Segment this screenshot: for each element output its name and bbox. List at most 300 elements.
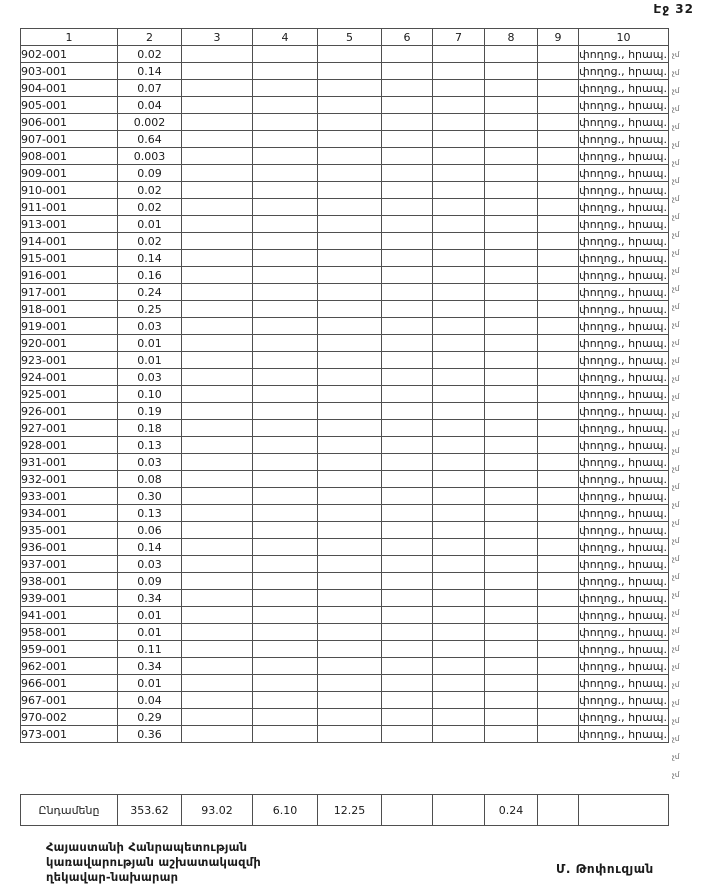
margin-mark: չմ <box>672 627 680 635</box>
empty-cell-col6 <box>382 641 433 658</box>
empty-cell-col9 <box>538 454 579 471</box>
margin-mark: չմ <box>672 141 680 149</box>
empty-cell-col4 <box>253 386 318 403</box>
empty-cell-col8 <box>485 403 538 420</box>
empty-cell-col3 <box>182 165 253 182</box>
empty-cell-col3 <box>182 97 253 114</box>
total-row <box>21 795 669 826</box>
area-value-cell: 0.19 <box>118 403 182 420</box>
table-row <box>21 624 669 641</box>
empty-cell-col6 <box>382 148 433 165</box>
empty-cell-col5 <box>318 437 382 454</box>
empty-cell-col6 <box>382 114 433 131</box>
margin-mark: չմ <box>672 321 680 329</box>
area-value-cell: 0.03 <box>118 454 182 471</box>
empty-cell-col9 <box>538 233 579 250</box>
empty-cell-col6 <box>382 80 433 97</box>
land-use-cell: փողոց., հրապ. <box>579 421 667 435</box>
margin-mark: չմ <box>672 483 680 491</box>
empty-cell-col8 <box>485 46 538 63</box>
table-row <box>21 454 669 471</box>
land-use-cell: փողոց., հրապ. <box>579 200 667 214</box>
empty-cell-col9 <box>538 590 579 607</box>
empty-cell-col3 <box>182 437 253 454</box>
empty-cell-col4 <box>253 505 318 522</box>
empty-cell-col9 <box>538 539 579 556</box>
empty-cell-col8 <box>485 658 538 675</box>
empty-cell-col3 <box>182 573 253 590</box>
empty-cell-col6 <box>382 607 433 624</box>
empty-cell-col6 <box>382 522 433 539</box>
area-value-cell: 0.01 <box>118 352 182 369</box>
empty-cell-col5 <box>318 505 382 522</box>
area-value-cell: 0.02 <box>118 233 182 250</box>
empty-cell-col4 <box>253 437 318 454</box>
empty-cell-col7 <box>433 250 485 267</box>
area-value-cell: 0.18 <box>118 420 182 437</box>
land-use-cell: փողոց., հրապ. <box>579 710 667 724</box>
empty-cell-col8 <box>485 437 538 454</box>
margin-mark: չմ <box>672 717 680 725</box>
land-use-cell: փողոց., հրապ. <box>579 234 667 248</box>
table-row <box>21 80 669 97</box>
empty-cell-col8 <box>485 709 538 726</box>
area-value-cell: 0.01 <box>118 624 182 641</box>
area-value-cell: 0.30 <box>118 488 182 505</box>
land-use-cell: փողոց., հրապ. <box>579 166 667 180</box>
empty-cell-col5 <box>318 709 382 726</box>
empty-cell-col8 <box>485 148 538 165</box>
empty-cell-col7 <box>433 437 485 454</box>
total-col4: 6.10 <box>253 795 318 826</box>
margin-mark: չմ <box>672 159 680 167</box>
table-row <box>21 709 669 726</box>
land-use-cell: փողոց., հրապ. <box>579 506 667 520</box>
empty-cell-col8 <box>485 199 538 216</box>
land-use-cell: փողոց., հրապ. <box>579 132 667 146</box>
land-use-cell: փողոց., հրապ. <box>579 183 667 197</box>
empty-cell-col5 <box>318 148 382 165</box>
area-value-cell: 0.14 <box>118 63 182 80</box>
margin-mark: չմ <box>672 591 680 599</box>
margin-mark: չմ <box>672 69 680 77</box>
empty-cell-col6 <box>382 471 433 488</box>
area-value-cell: 0.13 <box>118 437 182 454</box>
total-col2: 353.62 <box>118 795 182 826</box>
empty-cell-col6 <box>382 403 433 420</box>
table-row <box>21 165 669 182</box>
empty-cell-col8 <box>485 522 538 539</box>
total-label: Ընդամենը <box>21 795 118 826</box>
empty-cell-col8 <box>485 80 538 97</box>
table-row <box>21 335 669 352</box>
parcel-id-cell: 966-001 <box>21 675 118 692</box>
parcel-id-cell: 941-001 <box>21 607 118 624</box>
margin-mark: չմ <box>672 573 680 581</box>
table-row <box>21 233 669 250</box>
parcel-id-cell: 932-001 <box>21 471 118 488</box>
area-value-cell: 0.01 <box>118 607 182 624</box>
empty-cell-col9 <box>538 369 579 386</box>
margin-mark: չմ <box>672 393 680 401</box>
table-row <box>21 471 669 488</box>
empty-cell-col6 <box>382 46 433 63</box>
total-col8: 0.24 <box>485 795 538 826</box>
empty-cell-col9 <box>538 403 579 420</box>
parcel-id-cell: 936-001 <box>21 539 118 556</box>
empty-cell-col9 <box>538 522 579 539</box>
empty-cell-col3 <box>182 692 253 709</box>
empty-cell-col5 <box>318 233 382 250</box>
empty-cell-col8 <box>485 726 538 743</box>
empty-cell-col9 <box>538 505 579 522</box>
empty-cell-col4 <box>253 709 318 726</box>
land-use-cell: փողոց., հրապ. <box>579 404 667 418</box>
empty-cell-col7 <box>433 573 485 590</box>
parcel-id-cell: 959-001 <box>21 641 118 658</box>
table-row <box>21 318 669 335</box>
empty-cell-col9 <box>538 471 579 488</box>
column-header-4: 4 <box>253 29 318 46</box>
empty-cell-col9 <box>538 80 579 97</box>
empty-cell-col5 <box>318 63 382 80</box>
area-value-cell: 0.09 <box>118 165 182 182</box>
empty-cell-col3 <box>182 386 253 403</box>
total-col9-empty <box>538 795 579 826</box>
empty-cell-col3 <box>182 471 253 488</box>
page-number-label: Էջ 32 <box>653 2 694 16</box>
parcel-id-cell: 923-001 <box>21 352 118 369</box>
empty-cell-col8 <box>485 250 538 267</box>
parcel-id-cell: 924-001 <box>21 369 118 386</box>
empty-cell-col4 <box>253 641 318 658</box>
empty-cell-col7 <box>433 301 485 318</box>
land-use-cell: փողոց., հրապ. <box>579 319 667 333</box>
table-row <box>21 46 669 63</box>
empty-cell-col7 <box>433 182 485 199</box>
area-value-cell: 0.03 <box>118 369 182 386</box>
margin-mark: չմ <box>672 645 680 653</box>
empty-cell-col8 <box>485 165 538 182</box>
parcel-id-cell: 962-001 <box>21 658 118 675</box>
parcel-id-cell: 939-001 <box>21 590 118 607</box>
empty-cell-col5 <box>318 590 382 607</box>
parcel-id-cell: 910-001 <box>21 182 118 199</box>
empty-cell-col3 <box>182 250 253 267</box>
area-value-cell: 0.01 <box>118 216 182 233</box>
empty-cell-col6 <box>382 199 433 216</box>
empty-cell-col8 <box>485 284 538 301</box>
area-value-cell: 0.03 <box>118 556 182 573</box>
area-value-cell: 0.003 <box>118 148 182 165</box>
empty-cell-col7 <box>433 114 485 131</box>
table-row <box>21 250 669 267</box>
empty-cell-col9 <box>538 301 579 318</box>
margin-mark: չմ <box>672 465 680 473</box>
area-value-cell: 0.34 <box>118 590 182 607</box>
empty-cell-col7 <box>433 284 485 301</box>
empty-cell-col7 <box>433 233 485 250</box>
empty-cell-col6 <box>382 352 433 369</box>
empty-cell-col4 <box>253 335 318 352</box>
footer-org-line3: ղեկավար-նախարար <box>46 870 179 884</box>
signature-name: Մ. Թոփուզյան <box>556 862 654 876</box>
land-use-cell: փողոց., հրապ. <box>579 47 667 61</box>
empty-cell-col4 <box>253 590 318 607</box>
table-row <box>21 63 669 80</box>
parcel-id-cell: 927-001 <box>21 420 118 437</box>
empty-cell-col8 <box>485 301 538 318</box>
header-row <box>21 29 669 46</box>
empty-cell-col8 <box>485 471 538 488</box>
parcel-id-cell: 905-001 <box>21 97 118 114</box>
table-row <box>21 420 669 437</box>
area-value-cell: 0.02 <box>118 182 182 199</box>
parcel-id-cell: 958-001 <box>21 624 118 641</box>
empty-cell-col6 <box>382 437 433 454</box>
empty-cell-col4 <box>253 284 318 301</box>
empty-cell-col5 <box>318 488 382 505</box>
empty-cell-col3 <box>182 590 253 607</box>
empty-cell-col7 <box>433 420 485 437</box>
empty-cell-col9 <box>538 199 579 216</box>
margin-mark: չմ <box>672 177 680 185</box>
land-use-cell: փողոց., հրապ. <box>579 353 667 367</box>
empty-cell-col4 <box>253 369 318 386</box>
empty-cell-col9 <box>538 318 579 335</box>
empty-cell-col4 <box>253 233 318 250</box>
empty-cell-col7 <box>433 403 485 420</box>
empty-cell-col7 <box>433 454 485 471</box>
empty-cell-col8 <box>485 573 538 590</box>
margin-mark: չմ <box>672 555 680 563</box>
area-value-cell: 0.29 <box>118 709 182 726</box>
empty-cell-col4 <box>253 216 318 233</box>
area-value-cell: 0.11 <box>118 641 182 658</box>
empty-cell-col5 <box>318 131 382 148</box>
empty-cell-col9 <box>538 607 579 624</box>
area-value-cell: 0.06 <box>118 522 182 539</box>
empty-cell-col3 <box>182 522 253 539</box>
land-use-cell: փողոց., հրապ. <box>579 523 667 537</box>
empty-cell-col3 <box>182 624 253 641</box>
footer-organization <box>46 840 261 885</box>
total-table <box>20 794 669 826</box>
empty-cell-col7 <box>433 318 485 335</box>
empty-cell-col3 <box>182 488 253 505</box>
empty-cell-col5 <box>318 267 382 284</box>
empty-cell-col5 <box>318 114 382 131</box>
table-row <box>21 267 669 284</box>
empty-cell-col6 <box>382 624 433 641</box>
table-row <box>21 522 669 539</box>
area-value-cell: 0.03 <box>118 318 182 335</box>
land-use-cell: փողոց., հրապ. <box>579 336 667 350</box>
parcel-id-cell: 914-001 <box>21 233 118 250</box>
margin-mark: չմ <box>672 249 680 257</box>
empty-cell-col4 <box>253 63 318 80</box>
empty-cell-col4 <box>253 624 318 641</box>
column-header-2: 2 <box>118 29 182 46</box>
empty-cell-col4 <box>253 318 318 335</box>
empty-cell-col4 <box>253 199 318 216</box>
empty-cell-col9 <box>538 284 579 301</box>
empty-cell-col9 <box>538 556 579 573</box>
table-row <box>21 488 669 505</box>
parcel-id-cell: 917-001 <box>21 284 118 301</box>
empty-cell-col9 <box>538 131 579 148</box>
empty-cell-col7 <box>433 522 485 539</box>
empty-cell-col3 <box>182 301 253 318</box>
area-value-cell: 0.36 <box>118 726 182 743</box>
area-value-cell: 0.24 <box>118 284 182 301</box>
table-row <box>21 573 669 590</box>
empty-cell-col9 <box>538 709 579 726</box>
parcel-id-cell: 926-001 <box>21 403 118 420</box>
area-value-cell: 0.07 <box>118 80 182 97</box>
column-header-9: 9 <box>538 29 579 46</box>
area-value-cell: 0.002 <box>118 114 182 131</box>
parcel-id-cell: 920-001 <box>21 335 118 352</box>
table-row <box>21 403 669 420</box>
empty-cell-col3 <box>182 318 253 335</box>
empty-cell-col4 <box>253 454 318 471</box>
empty-cell-col8 <box>485 182 538 199</box>
empty-cell-col4 <box>253 131 318 148</box>
empty-cell-col9 <box>538 216 579 233</box>
empty-cell-col5 <box>318 335 382 352</box>
empty-cell-col6 <box>382 182 433 199</box>
total-col7-empty <box>433 795 485 826</box>
land-use-cell: փողոց., հրապ. <box>579 591 667 605</box>
empty-cell-col9 <box>538 386 579 403</box>
empty-cell-col8 <box>485 454 538 471</box>
empty-cell-col3 <box>182 403 253 420</box>
empty-cell-col9 <box>538 352 579 369</box>
empty-cell-col5 <box>318 573 382 590</box>
table-row <box>21 131 669 148</box>
empty-cell-col4 <box>253 522 318 539</box>
empty-cell-col4 <box>253 471 318 488</box>
empty-cell-col3 <box>182 539 253 556</box>
margin-mark: չմ <box>672 519 680 527</box>
empty-cell-col7 <box>433 216 485 233</box>
table-row <box>21 590 669 607</box>
margin-mark: չմ <box>672 771 680 779</box>
empty-cell-col7 <box>433 709 485 726</box>
parcel-id-cell: 937-001 <box>21 556 118 573</box>
empty-cell-col8 <box>485 607 538 624</box>
empty-cell-col3 <box>182 556 253 573</box>
empty-cell-col3 <box>182 420 253 437</box>
land-use-cell: փողոց., հրապ. <box>579 302 667 316</box>
empty-cell-col7 <box>433 658 485 675</box>
empty-cell-col5 <box>318 301 382 318</box>
margin-mark: չմ <box>672 105 680 113</box>
empty-cell-col8 <box>485 624 538 641</box>
empty-cell-col7 <box>433 369 485 386</box>
empty-cell-col9 <box>538 726 579 743</box>
empty-cell-col4 <box>253 250 318 267</box>
empty-cell-col5 <box>318 522 382 539</box>
margin-mark: չմ <box>672 501 680 509</box>
land-use-cell: փողոց., հրապ. <box>579 676 667 690</box>
empty-cell-col5 <box>318 80 382 97</box>
margin-mark: չմ <box>672 339 680 347</box>
area-value-cell: 0.02 <box>118 199 182 216</box>
empty-cell-col3 <box>182 46 253 63</box>
empty-cell-col6 <box>382 658 433 675</box>
empty-cell-col8 <box>485 216 538 233</box>
margin-mark: չմ <box>672 195 680 203</box>
empty-cell-col4 <box>253 148 318 165</box>
empty-cell-col5 <box>318 607 382 624</box>
empty-cell-col3 <box>182 114 253 131</box>
empty-cell-col7 <box>433 488 485 505</box>
land-use-cell: փողոց., հրապ. <box>579 540 667 554</box>
parcel-id-cell: 933-001 <box>21 488 118 505</box>
margin-mark: չմ <box>672 285 680 293</box>
empty-cell-col8 <box>485 267 538 284</box>
table-row <box>21 675 669 692</box>
land-use-cell: փողոց., հրապ. <box>579 489 667 503</box>
empty-cell-col7 <box>433 63 485 80</box>
parcel-id-cell: 934-001 <box>21 505 118 522</box>
land-use-cell: փողոց., հրապ. <box>579 557 667 571</box>
empty-cell-col3 <box>182 369 253 386</box>
total-col3: 93.02 <box>182 795 253 826</box>
land-use-cell: փողոց., հրապ. <box>579 472 667 486</box>
land-use-cell: փողոց., հրապ. <box>579 727 667 741</box>
total-col6-empty <box>382 795 433 826</box>
empty-cell-col4 <box>253 165 318 182</box>
empty-cell-col5 <box>318 420 382 437</box>
empty-cell-col8 <box>485 97 538 114</box>
empty-cell-col5 <box>318 641 382 658</box>
empty-cell-col8 <box>485 539 538 556</box>
parcel-id-cell: 903-001 <box>21 63 118 80</box>
column-header-8: 8 <box>485 29 538 46</box>
table-row <box>21 148 669 165</box>
table-row <box>21 216 669 233</box>
empty-cell-col7 <box>433 726 485 743</box>
empty-cell-col6 <box>382 165 433 182</box>
empty-cell-col9 <box>538 658 579 675</box>
margin-mark: չմ <box>672 213 680 221</box>
empty-cell-col4 <box>253 675 318 692</box>
area-value-cell: 0.04 <box>118 692 182 709</box>
margin-mark: չմ <box>672 375 680 383</box>
empty-cell-col7 <box>433 692 485 709</box>
table-row <box>21 726 669 743</box>
empty-cell-col6 <box>382 318 433 335</box>
empty-cell-col8 <box>485 641 538 658</box>
empty-cell-col5 <box>318 284 382 301</box>
empty-cell-col5 <box>318 352 382 369</box>
empty-cell-col6 <box>382 420 433 437</box>
empty-cell-col5 <box>318 165 382 182</box>
empty-cell-col7 <box>433 131 485 148</box>
empty-cell-col4 <box>253 114 318 131</box>
empty-cell-col6 <box>382 301 433 318</box>
empty-cell-col5 <box>318 624 382 641</box>
empty-cell-col4 <box>253 607 318 624</box>
empty-cell-col7 <box>433 46 485 63</box>
parcel-id-cell: 928-001 <box>21 437 118 454</box>
area-value-cell: 0.08 <box>118 471 182 488</box>
empty-cell-col6 <box>382 267 433 284</box>
empty-cell-col9 <box>538 437 579 454</box>
